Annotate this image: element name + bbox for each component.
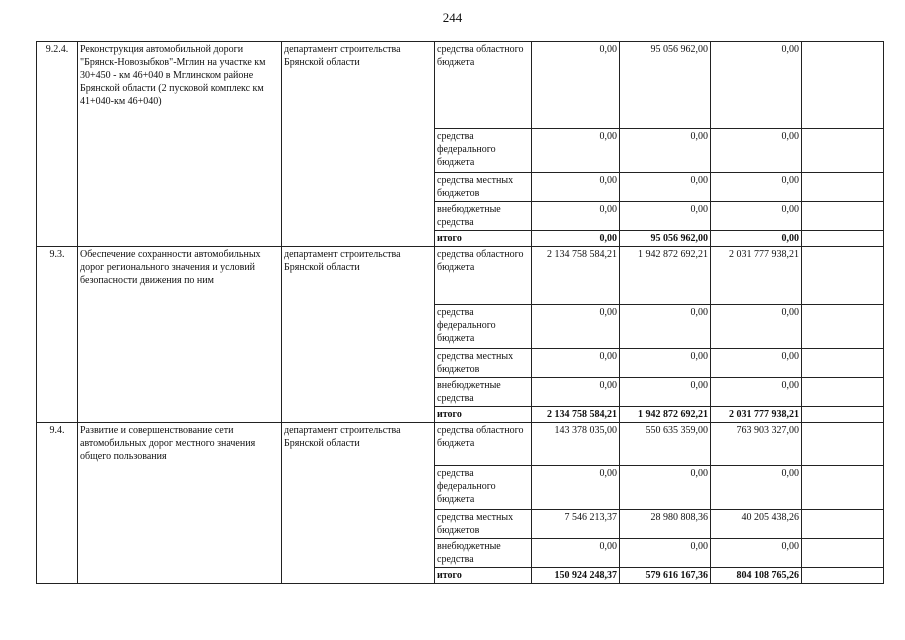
empty-cell bbox=[802, 466, 884, 510]
amount-year-2: 0,00 bbox=[620, 129, 711, 173]
funding-source: средства местных бюджетов bbox=[435, 510, 532, 539]
empty-cell bbox=[802, 539, 884, 568]
amount-year-3: 40 205 438,26 bbox=[711, 510, 802, 539]
empty-cell bbox=[802, 407, 884, 423]
empty-cell bbox=[802, 42, 884, 129]
section-executor: департамент строительства Брянской области bbox=[282, 42, 435, 247]
budget-table-body bbox=[37, 42, 884, 584]
empty-cell bbox=[802, 568, 884, 584]
funding-source: средства федерального бюджета bbox=[435, 129, 532, 173]
amount-year-3: 0,00 bbox=[711, 539, 802, 568]
section-name: Обеспечение сохранности автомобильных дорог регионального значения и условий безопасности движения по ним bbox=[78, 247, 282, 423]
funding-source: средства местных бюджетов bbox=[435, 349, 532, 378]
amount-year-2: 1 942 872 692,21 bbox=[620, 407, 711, 423]
amount-year-3: 0,00 bbox=[711, 42, 802, 129]
amount-year-1: 0,00 bbox=[532, 305, 620, 349]
section-executor: департамент строительства Брянской области bbox=[282, 423, 435, 584]
amount-year-2: 550 635 359,00 bbox=[620, 423, 711, 466]
funding-source: внебюджетные средства bbox=[435, 378, 532, 407]
amount-year-1: 0,00 bbox=[532, 42, 620, 129]
section-code: 9.3. bbox=[37, 247, 78, 423]
empty-cell bbox=[802, 423, 884, 466]
amount-year-1: 0,00 bbox=[532, 466, 620, 510]
amount-year-2: 0,00 bbox=[620, 539, 711, 568]
amount-year-3: 0,00 bbox=[711, 305, 802, 349]
empty-cell bbox=[802, 510, 884, 539]
empty-cell bbox=[802, 305, 884, 349]
amount-year-2: 95 056 962,00 bbox=[620, 231, 711, 247]
funding-source: средства федерального бюджета bbox=[435, 466, 532, 510]
amount-year-1: 2 134 758 584,21 bbox=[532, 247, 620, 305]
table-row bbox=[37, 423, 884, 466]
empty-cell bbox=[802, 247, 884, 305]
amount-year-1: 0,00 bbox=[532, 349, 620, 378]
amount-year-3: 0,00 bbox=[711, 202, 802, 231]
empty-cell bbox=[802, 202, 884, 231]
amount-year-3: 0,00 bbox=[711, 129, 802, 173]
budget-table bbox=[36, 41, 884, 584]
amount-year-3: 0,00 bbox=[711, 231, 802, 247]
amount-year-2: 0,00 bbox=[620, 349, 711, 378]
amount-year-2: 0,00 bbox=[620, 305, 711, 349]
amount-year-3: 0,00 bbox=[711, 173, 802, 202]
amount-year-3: 2 031 777 938,21 bbox=[711, 247, 802, 305]
amount-year-1: 0,00 bbox=[532, 202, 620, 231]
amount-year-2: 0,00 bbox=[620, 378, 711, 407]
amount-year-1: 0,00 bbox=[532, 378, 620, 407]
amount-year-1: 0,00 bbox=[532, 539, 620, 568]
amount-year-2: 0,00 bbox=[620, 202, 711, 231]
funding-source: внебюджетные средства bbox=[435, 539, 532, 568]
amount-year-1: 0,00 bbox=[532, 129, 620, 173]
amount-year-3: 0,00 bbox=[711, 466, 802, 510]
empty-cell bbox=[802, 129, 884, 173]
funding-source: средства федерального бюджета bbox=[435, 305, 532, 349]
amount-year-2: 579 616 167,36 bbox=[620, 568, 711, 584]
amount-year-3: 763 903 327,00 bbox=[711, 423, 802, 466]
amount-year-1: 0,00 bbox=[532, 231, 620, 247]
amount-year-3: 0,00 bbox=[711, 349, 802, 378]
section-executor: департамент строительства Брянской области bbox=[282, 247, 435, 423]
empty-cell bbox=[802, 231, 884, 247]
table-row bbox=[37, 247, 884, 305]
empty-cell bbox=[802, 173, 884, 202]
amount-year-1: 7 546 213,37 bbox=[532, 510, 620, 539]
amount-year-2: 28 980 808,36 bbox=[620, 510, 711, 539]
funding-source: итого bbox=[435, 407, 532, 423]
amount-year-2: 95 056 962,00 bbox=[620, 42, 711, 129]
empty-cell bbox=[802, 378, 884, 407]
amount-year-1: 0,00 bbox=[532, 173, 620, 202]
funding-source: средства областного бюджета bbox=[435, 247, 532, 305]
amount-year-2: 1 942 872 692,21 bbox=[620, 247, 711, 305]
amount-year-1: 2 134 758 584,21 bbox=[532, 407, 620, 423]
table-row bbox=[37, 42, 884, 129]
amount-year-2: 0,00 bbox=[620, 173, 711, 202]
section-name: Развитие и совершенствование сети автомобильных дорог местного значения общего пользования bbox=[78, 423, 282, 584]
amount-year-3: 0,00 bbox=[711, 378, 802, 407]
amount-year-1: 150 924 248,37 bbox=[532, 568, 620, 584]
page-number: 244 bbox=[442, 10, 463, 25]
amount-year-1: 143 378 035,00 bbox=[532, 423, 620, 466]
amount-year-3: 2 031 777 938,21 bbox=[711, 407, 802, 423]
amount-year-3: 804 108 765,26 bbox=[711, 568, 802, 584]
funding-source: внебюджетные средства bbox=[435, 202, 532, 231]
funding-source: средства местных бюджетов bbox=[435, 173, 532, 202]
amount-year-2: 0,00 bbox=[620, 466, 711, 510]
section-code: 9.2.4. bbox=[37, 42, 78, 247]
funding-source: итого bbox=[435, 568, 532, 584]
funding-source: итого bbox=[435, 231, 532, 247]
section-code: 9.4. bbox=[37, 423, 78, 584]
funding-source: средства областного бюджета bbox=[435, 423, 532, 466]
section-name: Реконструкция автомобильной дороги "Брянск-Новозыбков"-Мглин на участке км 30+450 - км 46+040 в Мглинском районе Брянской области (2 пусковой комплекс км 41+040-км 46+040) bbox=[78, 42, 282, 247]
funding-source: средства областного бюджета bbox=[435, 42, 532, 129]
empty-cell bbox=[802, 349, 884, 378]
